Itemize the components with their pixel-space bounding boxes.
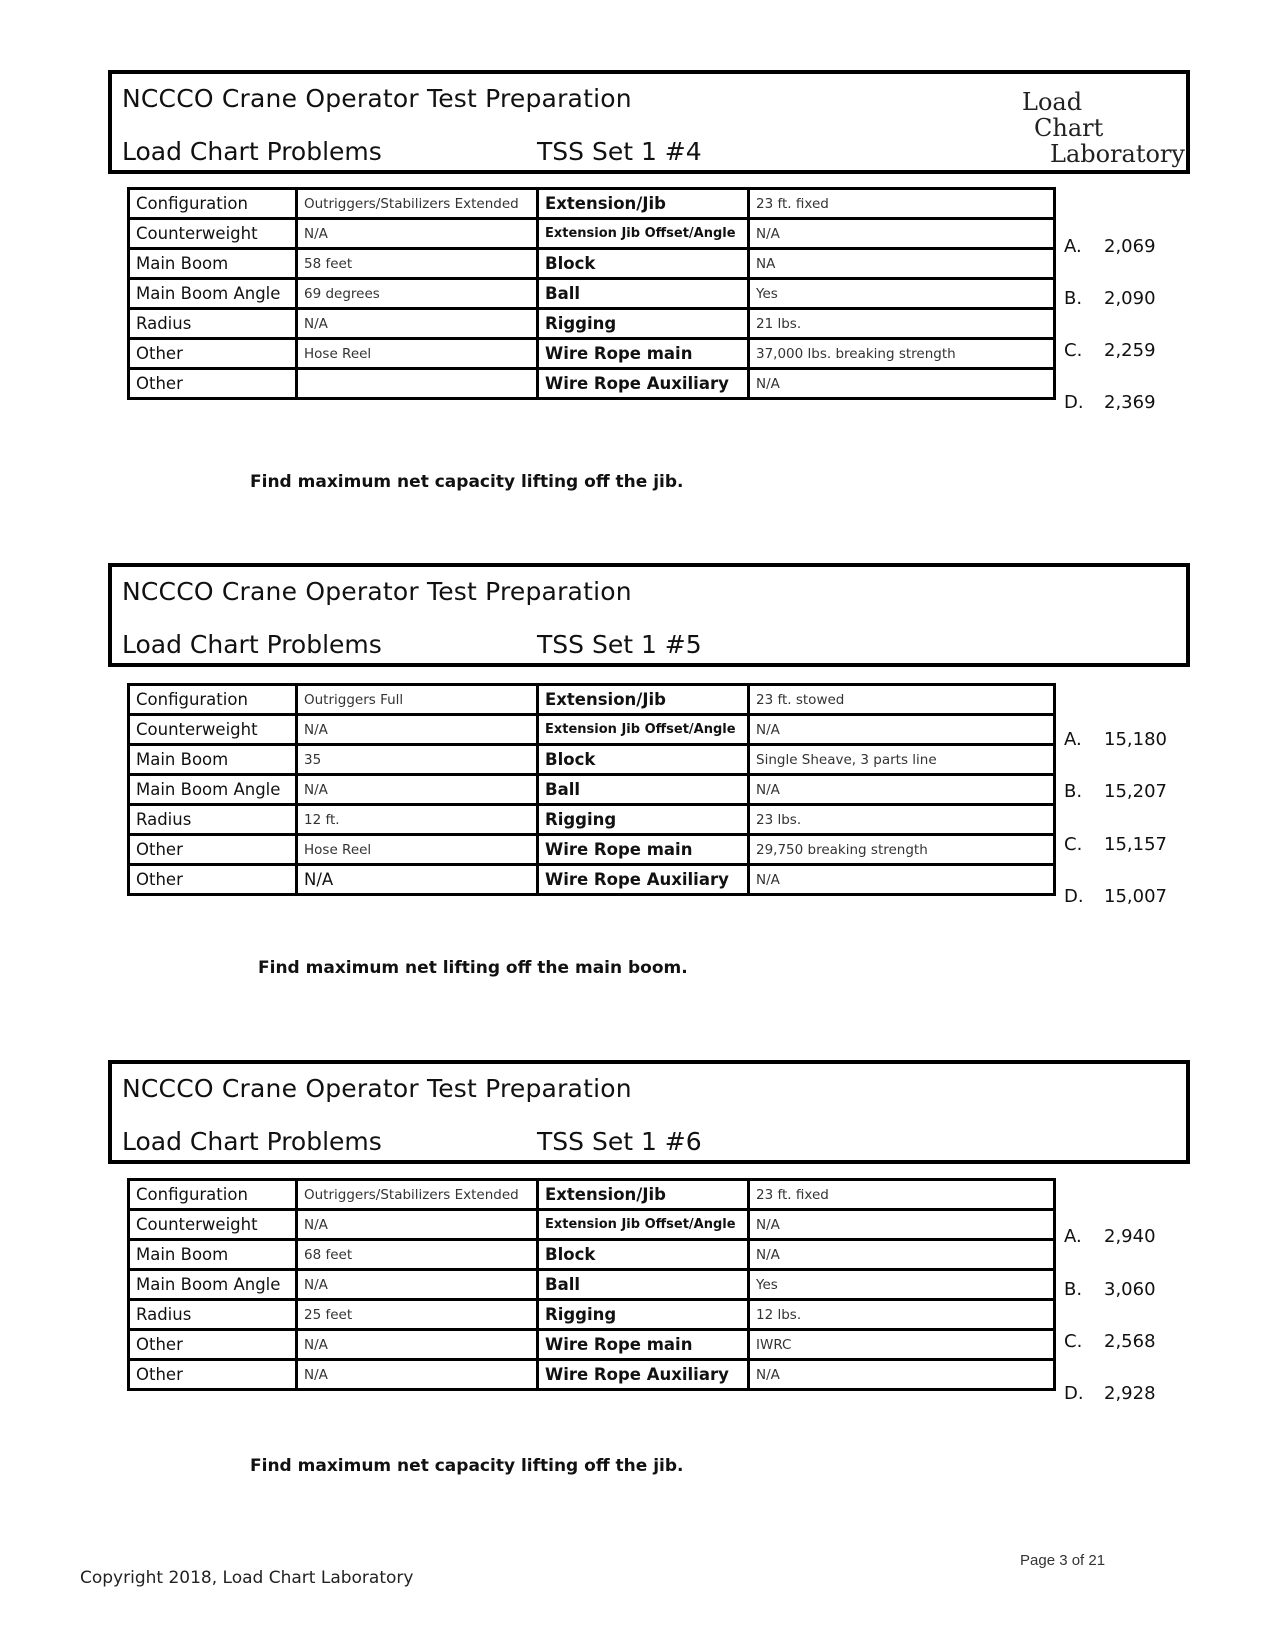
row-value: Yes	[749, 279, 1055, 309]
table-row	[129, 249, 1055, 279]
answer-value: 15,180	[1104, 729, 1167, 750]
row-value: 37,000 lbs. breaking strength	[749, 339, 1055, 369]
table-row	[129, 1330, 1055, 1360]
row-label: Main Boom	[129, 249, 297, 279]
answer-value: 2,928	[1104, 1383, 1156, 1404]
answer-letter: C.	[1064, 340, 1083, 361]
table-row	[129, 745, 1055, 775]
header-set-number: TSS Set 1 #6	[537, 1127, 702, 1156]
row-label: Main Boom Angle	[129, 775, 297, 805]
row-value: 58 feet	[297, 249, 538, 279]
row-value: 23 ft. stowed	[749, 685, 1055, 715]
row-value: N/A	[749, 715, 1055, 745]
table-row	[129, 309, 1055, 339]
row-value: 29,750 breaking strength	[749, 835, 1055, 865]
load-chart-laboratory-logo	[1022, 88, 1185, 168]
answer-letter: B.	[1064, 288, 1083, 309]
row-label: Wire Rope main	[538, 835, 749, 865]
row-value: 69 degrees	[297, 279, 538, 309]
answer-value: 15,207	[1104, 781, 1167, 802]
answer-letter: D.	[1064, 1383, 1084, 1404]
row-label: Extension Jib Offset/Angle	[538, 219, 749, 249]
row-value: 35	[297, 745, 538, 775]
row-label: Extension/Jib	[538, 685, 749, 715]
answer-letter: B.	[1064, 1279, 1083, 1300]
answer-letter: A.	[1064, 236, 1082, 257]
row-value: Hose Reel	[297, 339, 538, 369]
row-label: Extension Jib Offset/Angle	[538, 1210, 749, 1240]
row-value: N/A	[749, 219, 1055, 249]
row-label: Configuration	[129, 189, 297, 219]
row-value: N/A	[749, 1210, 1055, 1240]
answer-value: 2,090	[1104, 288, 1156, 309]
answer-letter: B.	[1064, 781, 1083, 802]
row-value: 12 ft.	[297, 805, 538, 835]
row-label: Main Boom	[129, 1240, 297, 1270]
answer-letter: A.	[1064, 729, 1082, 750]
logo-line-load: Load	[1022, 88, 1083, 116]
answer-value: 2,568	[1104, 1331, 1156, 1352]
row-label: Wire Rope Auxiliary	[538, 865, 749, 895]
row-label: Counterweight	[129, 1210, 297, 1240]
row-value: N/A	[297, 1270, 538, 1300]
row-label: Other	[129, 369, 297, 399]
answer-letter: A.	[1064, 1226, 1082, 1247]
answer-value: 15,007	[1104, 886, 1167, 907]
row-label: Wire Rope Auxiliary	[538, 1360, 749, 1390]
row-label: Block	[538, 249, 749, 279]
answer-letter: D.	[1064, 392, 1084, 413]
row-value: IWRC	[749, 1330, 1055, 1360]
row-value: 21 lbs.	[749, 309, 1055, 339]
row-value: 12 lbs.	[749, 1300, 1055, 1330]
row-label: Other	[129, 1360, 297, 1390]
instruction-text: Find maximum net lifting off the main boom.	[258, 958, 688, 978]
table-row	[129, 805, 1055, 835]
row-label: Main Boom	[129, 745, 297, 775]
row-label: Rigging	[538, 309, 749, 339]
table-row	[129, 1360, 1055, 1390]
answer-value: 2,940	[1104, 1226, 1156, 1247]
row-label: Ball	[538, 775, 749, 805]
table-row	[129, 1210, 1055, 1240]
table-row	[129, 219, 1055, 249]
table-row	[129, 339, 1055, 369]
table-row	[129, 775, 1055, 805]
problem-header	[108, 70, 1190, 174]
row-label: Radius	[129, 1300, 297, 1330]
answer-letter: D.	[1064, 886, 1084, 907]
row-label: Counterweight	[129, 715, 297, 745]
row-value: 23 ft. fixed	[749, 189, 1055, 219]
logo-line-laboratory: Laboratory	[1050, 140, 1185, 168]
table-row	[129, 865, 1055, 895]
row-label: Wire Rope main	[538, 339, 749, 369]
spec-table	[127, 187, 1056, 400]
table-row	[129, 189, 1055, 219]
row-value: Yes	[749, 1270, 1055, 1300]
row-label: Extension/Jib	[538, 189, 749, 219]
row-value: Outriggers/Stabilizers Extended	[297, 189, 538, 219]
row-label: Main Boom Angle	[129, 279, 297, 309]
row-label: Rigging	[538, 1300, 749, 1330]
row-value: N/A	[297, 1210, 538, 1240]
header-title: NCCCO Crane Operator Test Preparation	[122, 84, 632, 113]
row-value	[297, 369, 538, 399]
header-set-number: TSS Set 1 #4	[537, 137, 702, 166]
row-value: 23 ft. fixed	[749, 1180, 1055, 1210]
row-value: N/A	[297, 715, 538, 745]
answer-value: 2,259	[1104, 340, 1156, 361]
answer-letter: C.	[1064, 834, 1083, 855]
table-row	[129, 835, 1055, 865]
row-label: Ball	[538, 1270, 749, 1300]
row-value: N/A	[297, 775, 538, 805]
answer-value: 3,060	[1104, 1279, 1156, 1300]
table-row	[129, 369, 1055, 399]
row-label: Other	[129, 865, 297, 895]
row-value: Hose Reel	[297, 835, 538, 865]
answer-value: 15,157	[1104, 834, 1167, 855]
row-label: Radius	[129, 805, 297, 835]
row-label: Block	[538, 1240, 749, 1270]
answer-value: 2,369	[1104, 392, 1156, 413]
table-row	[129, 1180, 1055, 1210]
page-number: Page 3 of 21	[1020, 1552, 1106, 1569]
row-value: N/A	[297, 309, 538, 339]
row-value: NA	[749, 249, 1055, 279]
problem-header	[108, 563, 1190, 667]
row-label: Configuration	[129, 685, 297, 715]
spec-table	[127, 1178, 1056, 1391]
instruction-text: Find maximum net capacity lifting off the jib.	[250, 1456, 684, 1476]
row-value: 25 feet	[297, 1300, 538, 1330]
table-row	[129, 685, 1055, 715]
row-value: Single Sheave, 3 parts line	[749, 745, 1055, 775]
header-subtitle: Load Chart Problems	[122, 137, 382, 166]
row-value: N/A	[749, 775, 1055, 805]
instruction-text: Find maximum net capacity lifting off the jib.	[250, 472, 684, 492]
row-value: N/A	[297, 865, 538, 895]
row-label: Wire Rope Auxiliary	[538, 369, 749, 399]
row-label: Extension Jib Offset/Angle	[538, 715, 749, 745]
answer-value: 2,069	[1104, 236, 1156, 257]
header-subtitle: Load Chart Problems	[122, 630, 382, 659]
table-row	[129, 1240, 1055, 1270]
spec-table	[127, 683, 1056, 896]
row-label: Block	[538, 745, 749, 775]
row-label: Main Boom Angle	[129, 1270, 297, 1300]
row-label: Radius	[129, 309, 297, 339]
table-row	[129, 1300, 1055, 1330]
table-row	[129, 279, 1055, 309]
row-value: N/A	[749, 1240, 1055, 1270]
row-value: N/A	[297, 1360, 538, 1390]
logo-line-chart: Chart	[1034, 114, 1104, 142]
row-label: Other	[129, 1330, 297, 1360]
row-value: Outriggers/Stabilizers Extended	[297, 1180, 538, 1210]
header-subtitle: Load Chart Problems	[122, 1127, 382, 1156]
table-row	[129, 1270, 1055, 1300]
row-label: Other	[129, 339, 297, 369]
row-value: N/A	[297, 1330, 538, 1360]
row-value: N/A	[749, 369, 1055, 399]
row-label: Wire Rope main	[538, 1330, 749, 1360]
row-label: Other	[129, 835, 297, 865]
row-label: Ball	[538, 279, 749, 309]
row-label: Counterweight	[129, 219, 297, 249]
row-value: 23 lbs.	[749, 805, 1055, 835]
row-value: Outriggers Full	[297, 685, 538, 715]
problem-header	[108, 1060, 1190, 1164]
header-set-number: TSS Set 1 #5	[537, 630, 702, 659]
row-label: Extension/Jib	[538, 1180, 749, 1210]
table-row	[129, 715, 1055, 745]
header-title: NCCCO Crane Operator Test Preparation	[122, 1074, 632, 1103]
row-value: 68 feet	[297, 1240, 538, 1270]
header-title: NCCCO Crane Operator Test Preparation	[122, 577, 632, 606]
row-value: N/A	[749, 865, 1055, 895]
row-value: N/A	[749, 1360, 1055, 1390]
answer-letter: C.	[1064, 1331, 1083, 1352]
row-label: Rigging	[538, 805, 749, 835]
row-label: Configuration	[129, 1180, 297, 1210]
copyright-text: Copyright 2018, Load Chart Laboratory	[80, 1568, 414, 1588]
row-value: N/A	[297, 219, 538, 249]
